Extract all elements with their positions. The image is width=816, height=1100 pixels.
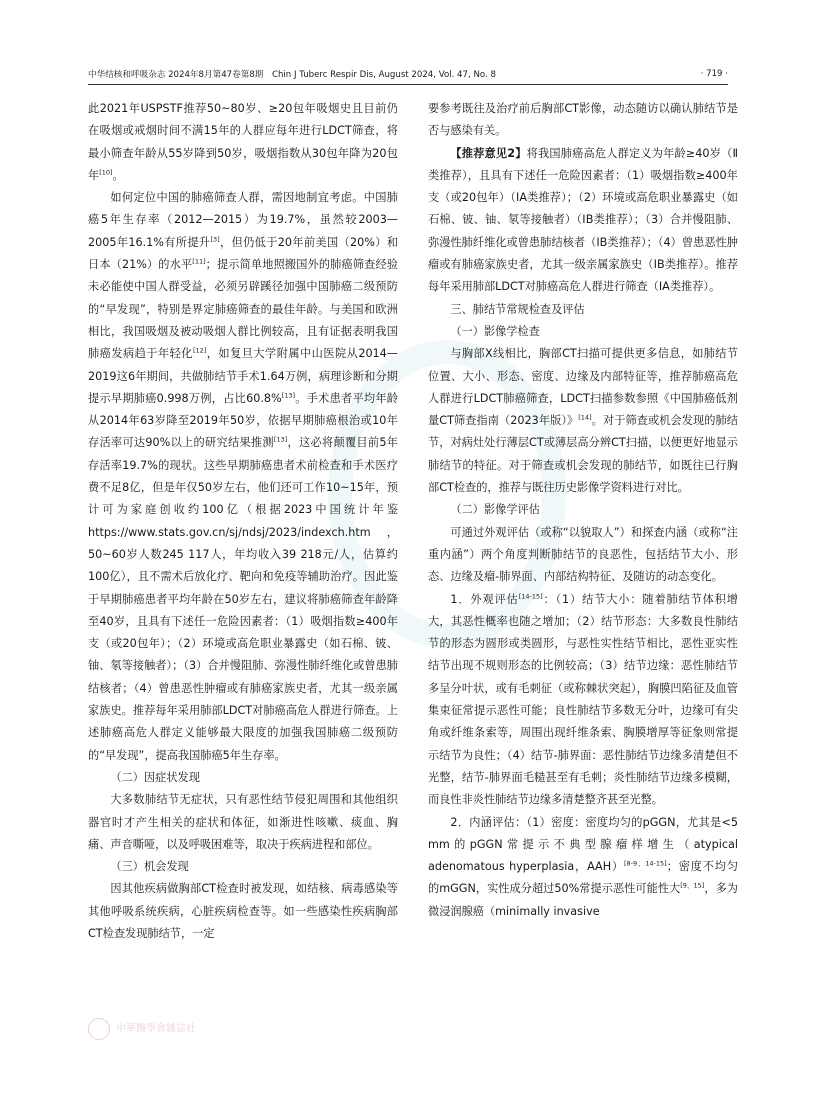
- paragraph: 大多数肺结节无症状，只有恶性结节侵犯周围和其他组织器官时才产生相关的症状和体征，如渐进性咳嗽、痰血、胸痛、声音嘶哑，以及呼吸困难等，取决于疾病进程和部位。: [88, 793, 398, 851]
- citation: [10]: [99, 168, 113, 177]
- journal-citation: 中华结核和呼吸杂志 2024年8月第47卷第8期 Chin J Tuberc Respir Dis, August 2024, Vol. 47, No. 8: [88, 70, 496, 80]
- left-column: [88, 98, 398, 945]
- subsection-heading: （一）影像学检查: [450, 324, 540, 338]
- citation: [13]: [281, 391, 296, 400]
- paragraph: 可通过外观评估（或称“以貌取人”）和探查内涵（或称“注重内涵”）两个角度判断肺结节的良恶性，包括结节大小、形态、边缘及瘤-肺界面、内部结构特征、及随访的动态变化。: [428, 525, 738, 584]
- citation: [3]: [210, 235, 220, 244]
- seal-icon: [88, 1018, 110, 1040]
- publisher-logo: 中華醫學會雜誌社: [88, 1018, 208, 1048]
- paragraph: 此2021年USPSTF推荐50~80岁、≥20包年吸烟史且目前仍在吸烟或戒烟时间不满15年的人群应每年进行LDCT筛查，将最小筛查年龄从55岁降到50岁，吸烟指数从30包年降为20包年[10]。: [88, 102, 398, 182]
- right-column: [428, 98, 738, 923]
- citation: [14-15]: [518, 591, 543, 600]
- citation: [13]: [273, 435, 288, 444]
- paragraph: 要参考既往及治疗前后胸部CT影像，动态随访以确认肺结节是否与感染有关。: [428, 102, 738, 138]
- citation: [12]: [192, 346, 207, 355]
- paragraph: 2．内涵评估：（1）密度：密度均匀的pGGN，尤其是<5 mm的pGGN常提示不典型腺瘤样增生（atypical adenomatous hyperplasia，AAH）[8-9，14-15]；密度不均匀的mGGN，实性成分超过50%常提示恶性可能性大[9，15]，多为微浸润腺癌（minimally invasive: [428, 815, 739, 918]
- paragraph: 1．外观评估[14-15]：（1）结节大小：随着肺结节体积增大，其恶性概率也随之增加；（2）结节形态：大多数良性肺结节的形态为圆形或类圆形，与恶性实性结节相比，恶性亚实性结节出现不规则形态的比例较高；（3）结节边缘：恶性肺结节多呈分叶状，或有毛刺征（或称棘状突起），胸膜凹陷征及血管集束征常提示恶性可能；良性肺结节多数无分叶，边缘可有尖角或纤维条索等，周围出现纤维条索、胸膜增厚等征象则常提示结节为良性；（4）结节-肺界面：恶性肺结节边缘多清楚但不光整，结节-肺界面毛糙甚至有毛刺；炎性肺结节边缘多模糊，而良性非炎性肺结节边缘多清楚整齐甚至光整。: [428, 591, 738, 807]
- recommendation-label: 【推荐意见2】: [450, 146, 527, 160]
- citation: [8-9，14-15]: [623, 859, 667, 868]
- paragraph: 与胸部X线相比，胸部CT扫描可提供更多信息，如肺结节位置、大小、形态、密度、边缘及内部特征等，推荐肺癌高危人群进行LDCT肺癌筛查，LDCT扫描参数参照《中国肺癌低剂量CT筛查指南（2023年版）》[14]。对于筛查或机会发现的肺结节，对病灶处行薄层CT或薄层高分辨CT扫描，以便更好地显示肺结节的特征。对于筛查或机会发现的肺结节，如既往已行胸部CT检查的，推荐与既往历史影像学资料进行对比。: [428, 347, 738, 495]
- citation: [11]: [192, 257, 206, 266]
- recommendation-block: 【推荐意见2】将我国肺癌高危人群定义为年龄≥40岁（Ⅱ类推荐），且具有下述任一危险因素者：（1）吸烟指数≥400年支（或20包年）（ⅠA类推荐）；（2）环境或高危职业暴露史（如石棉、铍、铀、氡等接触者）（ⅠB类推荐）；（3）合并慢阻肺、弥漫性肺纤维化或曾患肺结核者（ⅠB类推荐）；（4）曾患恶性肿瘤或有肺癌家族史者，尤其一级亲属家族史（ⅠB类推荐）。推荐每年采用肺部LDCT对肺癌高危人群进行筛查（ⅠA类推荐）。: [428, 146, 738, 294]
- citation: [9，15]: [680, 881, 705, 890]
- running-header: [88, 66, 728, 82]
- page-number: · 719 ·: [700, 69, 728, 79]
- subsection-heading: （二）影像学评估: [450, 503, 540, 517]
- section-heading: 三、肺结节常规检查及评估: [450, 302, 585, 316]
- header-rule: [88, 84, 728, 85]
- citation: [14]: [578, 413, 592, 422]
- section-heading: （三）机会发现: [110, 860, 189, 874]
- paragraph: 因其他疾病做胸部CT检查时被发现，如结核、病毒感染等其他呼吸系统疾病，心脏疾病检查等。如一些感染性疾病胸部CT检查发现肺结节，一定: [88, 882, 398, 940]
- paragraph: 如何定位中国的肺癌筛查人群，需因地制宜考虑。中国肺癌5年生存率（2012—2015）为19.7%，虽然较2003—2005年16.1%有所提升[3]，但仍低于20年前美国（20%）和日本（21%）的水平[11]；提示简单地照搬国外的肺癌筛查经验未必能使中国人群受益，必须另辟蹊径加强中国肺癌二级预防的“早发现”，特别是界定肺癌筛查的最佳年龄。与美国和欧洲相比，我国吸烟及被动吸烟人群比例较高，且有证据表明我国肺癌发病趋于年轻化[12]，如复旦大学附属中山医院从2014—2019这6年期间，共做肺结节手术1.64万例，病理诊断和分期提示早期肺癌0.998万例，占比60.8%[13]。手术患者平均年龄从2014年63岁降至2019年50岁，依据早期肺癌根治或10年存活率可达90%以上的研究结果推测[13]，这必将颠覆目前5年存活率19.7%的现状。这些早期肺癌患者术前检查和手术医疗费不足8亿，但是年仅50岁左右，他们还可工作10~15年，预计可为家庭创收约100亿（根据2023中国统计年鉴https://www.stats.gov.cn/sj/ndsj/2023/indexch.htm，50~60岁人数245 117人，年均收入39 218元/人，估算约100亿），且不需术后放化疗、靶向和免疫等辅助治疗。因此鉴于早期肺癌患者平均年龄在50岁左右，建议将肺癌筛查年龄降至40岁，且具有下述任一危险因素者：（1）吸烟指数≥400年支（或20包年）；（2）环境或高危职业暴露史（如石棉、铍、铀、氡等接触者）；（3）合并慢阻肺、弥漫性肺纤维化或曾患肺结核者；（4）曾患恶性肿瘤或有肺癌家族史者，尤其一级亲属家族史。推荐每年采用肺部LDCT对肺癌高危人群进行筛查。上述肺癌高危人群定义能够最大限度的加强我国肺癌二级预防的“早发现”，提高我国肺癌5年生存率。: [88, 191, 399, 762]
- section-heading: （二）因症状发现: [110, 770, 200, 784]
